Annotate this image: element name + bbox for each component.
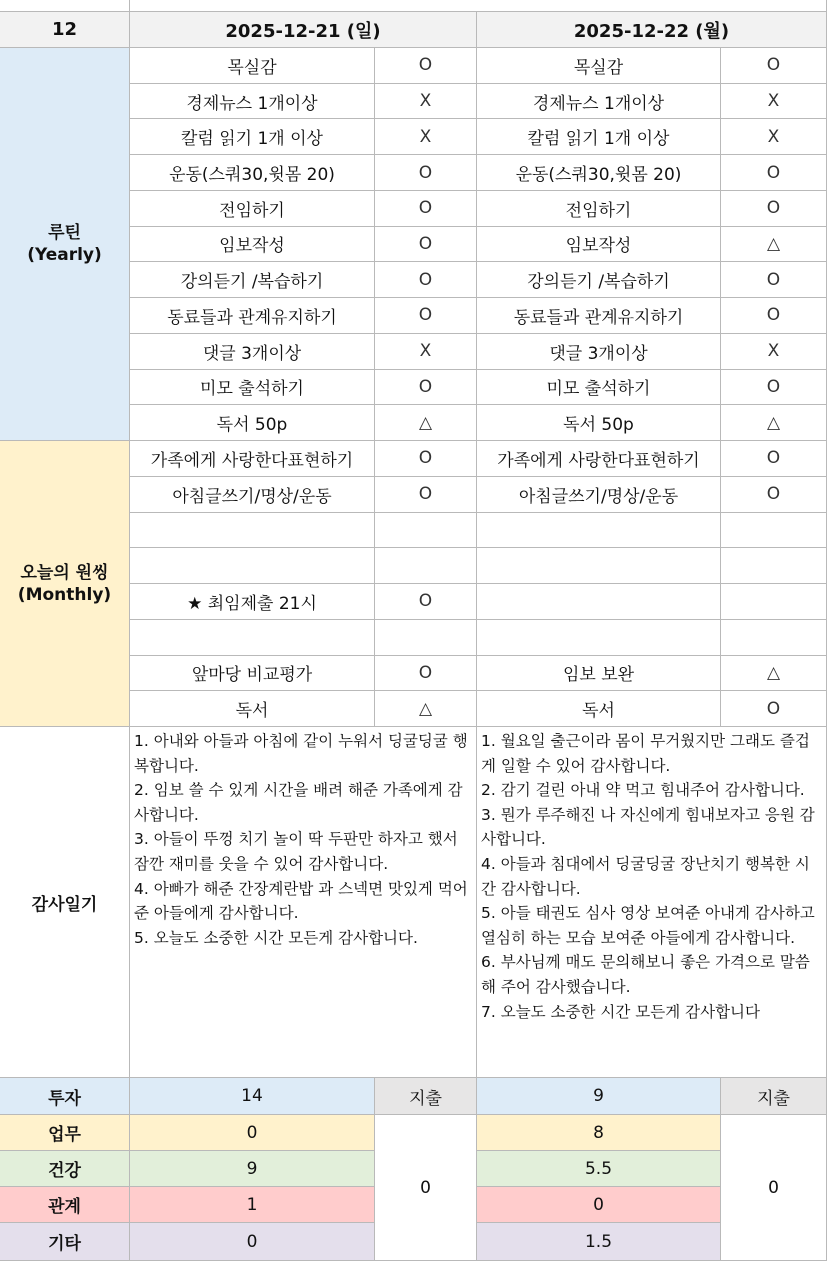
gratitude-line: 2. 감기 걸린 아내 약 먹고 힘내주어 감사합니다. [481, 781, 805, 800]
monthly-task-day2[interactable] [477, 620, 721, 656]
gratitude-line: 5. 오늘도 소중한 시간 모든게 감사합니다. [134, 928, 418, 947]
routine-check-day1[interactable]: X [375, 119, 477, 155]
hours-day2-health[interactable]: 5.5 [477, 1151, 721, 1187]
monthly-section-label[interactable] [0, 441, 130, 727]
routine-task-day2[interactable]: 목실감 [477, 48, 721, 84]
routine-check-day2[interactable]: X [721, 334, 827, 370]
routine-check-day1[interactable]: O [375, 370, 477, 406]
monthly-check-day2[interactable]: O [721, 691, 827, 727]
monthly-task-day2[interactable]: 가족에게 사랑한다표현하기 [477, 441, 721, 477]
gratitude-line: 3. 아들이 뚜껑 치기 놀이 딱 두판만 하자고 했서 잠깐 재미를 웃을 수 있어 감사합니다. [134, 830, 458, 873]
hours-day1-health[interactable]: 9 [130, 1151, 375, 1187]
routine-check-day1[interactable]: △ [375, 405, 477, 441]
cell-top-partial[interactable] [130, 0, 827, 12]
routine-check-day2[interactable]: X [721, 84, 827, 120]
gratitude-line: 4. 아들과 침대에서 딩굴딩굴 장난치기 행복한 시간 감사합니다. [481, 854, 810, 898]
routine-check-day1[interactable]: O [375, 227, 477, 263]
gratitude-line: 1. 아내와 아들과 아침에 같이 누워서 딩굴딩굴 행복합니다. [134, 732, 468, 775]
routine-check-day2[interactable]: O [721, 155, 827, 191]
monthly-task-day1[interactable]: 가족에게 사랑한다표현하기 [130, 441, 375, 477]
hours-day1-etc[interactable]: 0 [130, 1223, 375, 1261]
routine-task-day2[interactable]: 운동(스쿼30,윗몸 20) [477, 155, 721, 191]
header-number[interactable]: 12 [0, 12, 130, 48]
cell-top-partial[interactable] [0, 0, 130, 12]
gratitude-text [481, 729, 822, 1024]
hours-day1-invest[interactable]: 14 [130, 1078, 375, 1115]
routine-check-day1[interactable]: O [375, 155, 477, 191]
routine-check-day1[interactable]: O [375, 48, 477, 84]
monthly-check-day1[interactable]: O [375, 584, 477, 620]
routine-task-day1[interactable]: 칼럼 읽기 1개 이상 [130, 119, 375, 155]
monthly-task-day2[interactable] [477, 584, 721, 620]
monthly-task-day1[interactable] [130, 620, 375, 656]
hours-label-health[interactable]: 건강 [0, 1151, 130, 1187]
gratitude-line: 1. 월요일 출근이라 몸이 무거웠지만 그래도 즐겁게 일할 수 있어 감사합니다. [481, 732, 810, 775]
gratitude-day1-cell[interactable] [130, 727, 477, 1078]
hours-label-invest[interactable]: 투자 [0, 1078, 130, 1115]
routine-task-day2[interactable]: 댓글 3개이상 [477, 334, 721, 370]
routine-check-day1[interactable]: X [375, 334, 477, 370]
monthly-task-day2[interactable]: 아침글쓰기/명상/운동 [477, 477, 721, 513]
monthly-check-day1[interactable] [375, 548, 477, 584]
monthly-task-day2[interactable] [477, 548, 721, 584]
routine-check-day1[interactable]: X [375, 84, 477, 120]
header-date-day1[interactable]: 2025-12-21 (일) [130, 12, 477, 48]
hours-day2-relation[interactable]: 0 [477, 1187, 721, 1223]
routine-task-day1[interactable]: 미모 출석하기 [130, 370, 375, 406]
spend-label-day2[interactable]: 지출 [721, 1078, 827, 1115]
hours-day2-work[interactable]: 8 [477, 1115, 721, 1151]
routine-task-day1[interactable]: 독서 50p [130, 405, 375, 441]
routine-check-day1[interactable]: O [375, 298, 477, 334]
routine-task-day1[interactable]: 전임하기 [130, 191, 375, 227]
routine-task-day1[interactable]: 동료들과 관계유지하기 [130, 298, 375, 334]
monthly-task-day1[interactable]: 앞마당 비교평가 [130, 656, 375, 692]
routine-task-day2[interactable]: 독서 50p [477, 405, 721, 441]
monthly-check-day2[interactable] [721, 620, 827, 656]
routine-check-day2[interactable]: O [721, 191, 827, 227]
gratitude-day2-cell[interactable] [477, 727, 827, 1078]
monthly-check-day1[interactable]: O [375, 441, 477, 477]
monthly-task-day2[interactable]: 임보 보완 [477, 656, 721, 692]
monthly-label-title: 오늘의 원씽 [20, 562, 109, 583]
routine-check-day2[interactable]: O [721, 370, 827, 406]
monthly-check-day1[interactable] [375, 513, 477, 549]
monthly-check-day2[interactable]: O [721, 441, 827, 477]
routine-check-day2[interactable]: O [721, 48, 827, 84]
routine-check-day1[interactable]: O [375, 191, 477, 227]
routine-task-day1[interactable]: 운동(스쿼30,윗몸 20) [130, 155, 375, 191]
gratitude-line: 7. 오늘도 소중한 시간 모든게 감사합니다 [481, 1002, 760, 1021]
routine-task-day1[interactable]: 임보작성 [130, 227, 375, 263]
monthly-task-day1[interactable] [130, 548, 375, 584]
monthly-check-day1[interactable]: O [375, 656, 477, 692]
monthly-check-day1[interactable]: △ [375, 691, 477, 727]
routine-check-day2[interactable]: X [721, 119, 827, 155]
spend-value-day2[interactable]: 0 [721, 1115, 827, 1261]
header-date-day2[interactable]: 2025-12-22 (월) [477, 12, 827, 48]
routine-check-day2[interactable]: O [721, 262, 827, 298]
routine-task-day2[interactable]: 동료들과 관계유지하기 [477, 298, 721, 334]
monthly-check-day2[interactable] [721, 513, 827, 549]
spend-label-day1[interactable]: 지출 [375, 1078, 477, 1115]
monthly-check-day2[interactable]: △ [721, 656, 827, 692]
hours-day1-relation[interactable]: 1 [130, 1187, 375, 1223]
routine-task-day2[interactable]: 경제뉴스 1개이상 [477, 84, 721, 120]
monthly-task-day1[interactable]: 아침글쓰기/명상/운동 [130, 477, 375, 513]
gratitude-line: 2. 임보 쓸 수 있게 시간을 배려 해준 가족에게 감사합니다. [134, 781, 463, 824]
routine-task-day1[interactable]: 경제뉴스 1개이상 [130, 84, 375, 120]
routine-check-day2[interactable]: △ [721, 405, 827, 441]
spend-value-day1[interactable]: 0 [375, 1115, 477, 1261]
hours-label-relation[interactable]: 관계 [0, 1187, 130, 1223]
routine-check-day2[interactable]: O [721, 298, 827, 334]
hours-day2-etc[interactable]: 1.5 [477, 1223, 721, 1261]
gratitude-line: 5. 아들 태권도 심사 영상 보여준 아내게 감사하고 열심히 하는 모습 보여준 아들에게 감사합니다. [481, 904, 815, 947]
monthly-task-day1[interactable]: ★ 최임제출 21시 [130, 584, 375, 620]
routine-check-day2[interactable]: △ [721, 227, 827, 263]
monthly-task-day1[interactable]: 독서 [130, 691, 375, 727]
gratitude-line: 3. 뭔가 루주해진 나 자신에게 힘내보자고 응원 감사합니다. [481, 805, 815, 849]
monthly-check-day2[interactable] [721, 584, 827, 620]
routine-task-day2[interactable]: 전임하기 [477, 191, 721, 227]
hours-day2-invest[interactable]: 9 [477, 1078, 721, 1115]
routine-task-day1[interactable]: 목실감 [130, 48, 375, 84]
routine-task-day2[interactable]: 임보작성 [477, 227, 721, 263]
gratitude-line: 4. 아빠가 해준 간장계란밥 과 스넥면 맛있게 먹어준 아들에게 감사합니다. [134, 879, 468, 923]
gratitude-text [134, 729, 472, 950]
routine-task-day2[interactable]: 강의듣기 /복습하기 [477, 262, 721, 298]
routine-section-label[interactable] [0, 48, 130, 441]
monthly-task-day2[interactable] [477, 513, 721, 549]
routine-label-sub: (Yearly) [27, 245, 102, 265]
monthly-check-day1[interactable]: O [375, 477, 477, 513]
monthly-label-sub: (Monthly) [17, 584, 112, 605]
monthly-task-day2[interactable]: 독서 [477, 691, 721, 727]
hours-day1-work[interactable]: 0 [130, 1115, 375, 1151]
gratitude-section-label[interactable]: 감사일기 [0, 727, 130, 1078]
monthly-task-day1[interactable] [130, 513, 375, 549]
routine-task-day2[interactable]: 미모 출석하기 [477, 370, 721, 406]
routine-task-day1[interactable]: 댓글 3개이상 [130, 334, 375, 370]
monthly-check-day2[interactable]: O [721, 477, 827, 513]
routine-label-title: 루틴 [48, 223, 81, 243]
hours-label-work[interactable]: 업무 [0, 1115, 130, 1151]
hours-label-etc[interactable]: 기타 [0, 1223, 130, 1261]
monthly-check-day2[interactable] [721, 548, 827, 584]
routine-check-day1[interactable]: O [375, 262, 477, 298]
routine-task-day2[interactable]: 칼럼 읽기 1개 이상 [477, 119, 721, 155]
gratitude-line: 6. 부사님께 매도 문의해보니 좋은 가격으로 말씀해 주어 감사했습니다. [481, 953, 810, 996]
monthly-check-day1[interactable] [375, 620, 477, 656]
routine-task-day1[interactable]: 강의듣기 /복습하기 [130, 262, 375, 298]
